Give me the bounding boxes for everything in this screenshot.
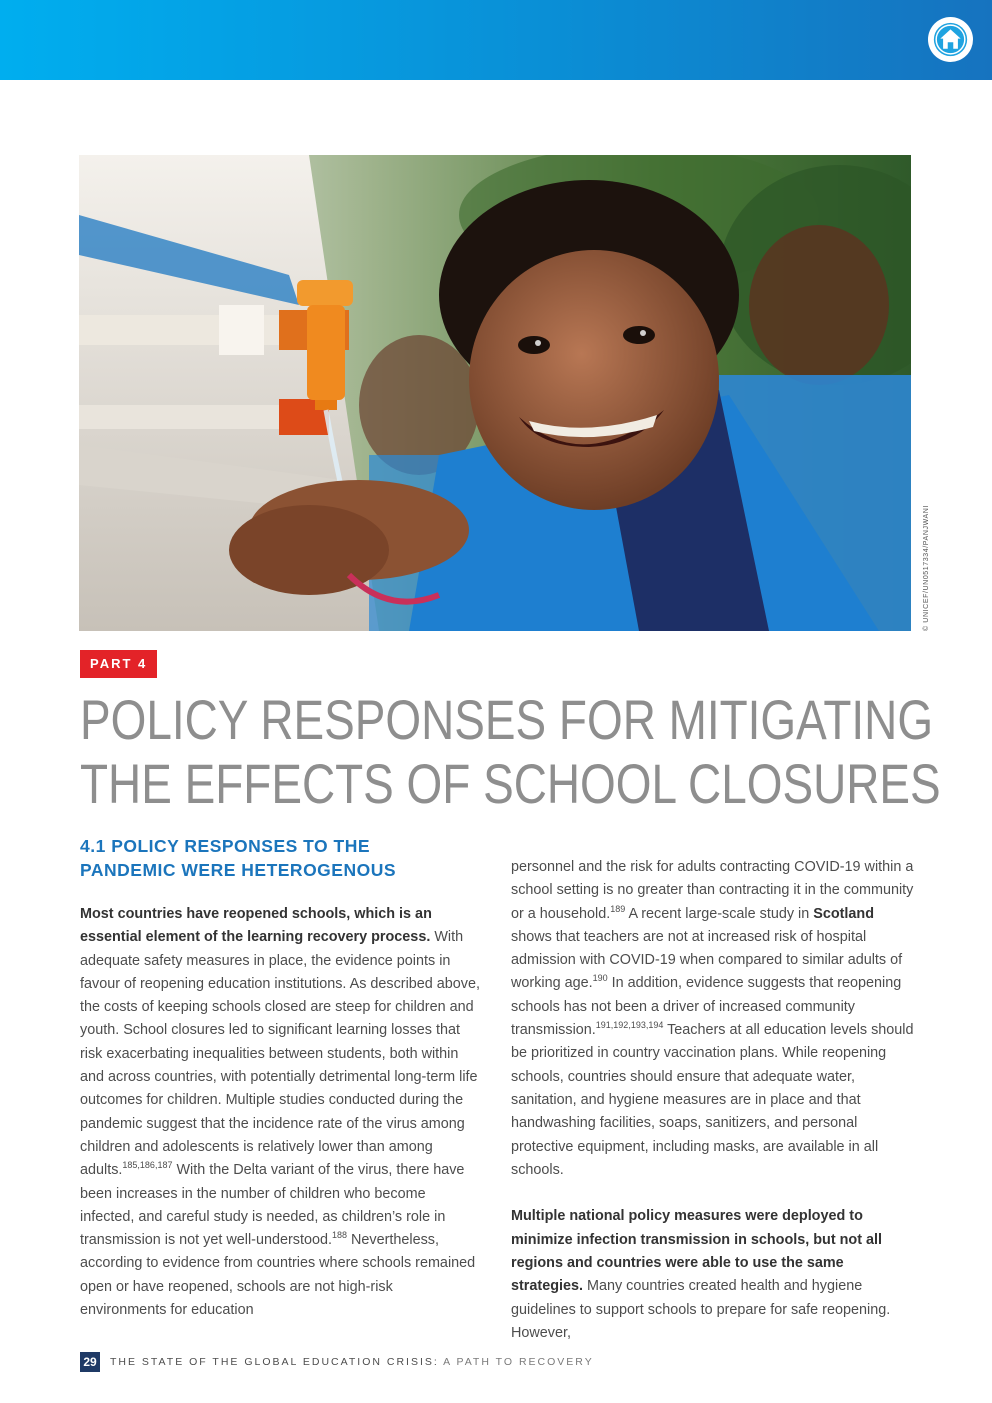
emphasis-text: Scotland (813, 905, 875, 922)
paragraph-gap (511, 1182, 916, 1205)
right-paragraph-1 (511, 856, 916, 1182)
page-title-line-2: THE EFFECTS OF SCHOOL CLOSURES (80, 752, 941, 815)
publication-title-sub: A PATH TO RECOVERY (438, 1356, 594, 1368)
hero-photo (79, 155, 911, 631)
page-number: 29 (80, 1352, 100, 1372)
paragraph-text: A recent large-scale study in (625, 905, 814, 922)
paragraph-text: Many countries created health and hygiene guidelines to support schools to prepare for safe reopening. However, (511, 1278, 891, 1341)
home-icon (932, 21, 969, 58)
paragraph-text: In addition, evidence suggests that reopening schools has not been a driver of increased community transmission. (511, 975, 902, 1039)
lead-sentence: Most countries have reopened schools, which is an essential element of the learning recovery process. (80, 906, 432, 946)
left-paragraph (80, 903, 480, 1322)
footnote-ref[interactable]: 188 (331, 1230, 347, 1241)
page-footer (80, 1351, 594, 1373)
paragraph-text: shows that teachers are not at increased risk of hospital admission with COVID-19 when compared to similar adults of working age. (511, 928, 903, 992)
publication-title (110, 1356, 594, 1368)
paragraph-text: personnel and the risk for adults contracting COVID-19 within a school setting is no greater than contracting it in the community or a household. (511, 859, 914, 922)
photo-credit: © UNICEF/UN0517334/PANJWANI (923, 505, 930, 631)
paragraph-text: With the Delta variant of the virus, there have been increases in the number of children who become infected, and careful study is needed, as children’s role in transmission is not yet well-understood. (80, 1162, 465, 1249)
paragraph-text: With adequate safety measures in place, the evidence points in favour of reopening education institutions. As described above, the costs of keeping schools closed are steep for children and youth. School closures led to significant learning losses that risk exacerbating inequalities between students, both within and across countries, with potentially detrimental long-term life outcomes for children. Multiple studies conducted during the pandemic suggest that the incidence rate of the virus among children and adolescents is relatively lower than among adults. (80, 929, 481, 1179)
page-title (80, 688, 941, 816)
paragraph-text: Teachers at all education levels should be prioritized in country vaccination plans. While reopening schools, countries should ensure that adequate water, sanitation, and hygiene measures are in place and that handwashing facilities, soaps, sanitizers, and personal protective equipment, including masks, are available in all schools. (511, 1022, 914, 1178)
footnote-ref[interactable]: 191,192,193,194 (595, 1020, 664, 1031)
section-heading-line-1: 4.1 POLICY RESPONSES TO THE (80, 836, 371, 856)
left-column (80, 903, 480, 1322)
footnote-ref[interactable]: 189 (610, 903, 626, 914)
section-heading-line-2: PANDEMIC WERE HETEROGENOUS (80, 860, 397, 880)
part-badge: PART 4 (80, 650, 157, 678)
footnote-ref[interactable]: 190 (592, 973, 608, 984)
page-title-line-1: POLICY RESPONSES FOR MITIGATING (80, 688, 934, 751)
right-column (511, 856, 916, 1345)
footnote-ref[interactable]: 185,186,187 (122, 1160, 173, 1171)
section-heading (80, 834, 480, 882)
right-paragraph-2 (511, 1205, 916, 1345)
header-bar (0, 0, 992, 80)
home-button[interactable] (928, 17, 973, 62)
publication-title-main: THE STATE OF THE GLOBAL EDUCATION CRISIS: (110, 1356, 439, 1368)
lead-sentence: Multiple national policy measures were deployed to minimize infection transmission in schools, but not all regions and countries were able to use the same strategies. (511, 1208, 883, 1295)
paragraph-text: Nevertheless, according to evidence from countries where schools remained open or have reopened, schools are not high-risk environments for education (80, 1232, 476, 1319)
